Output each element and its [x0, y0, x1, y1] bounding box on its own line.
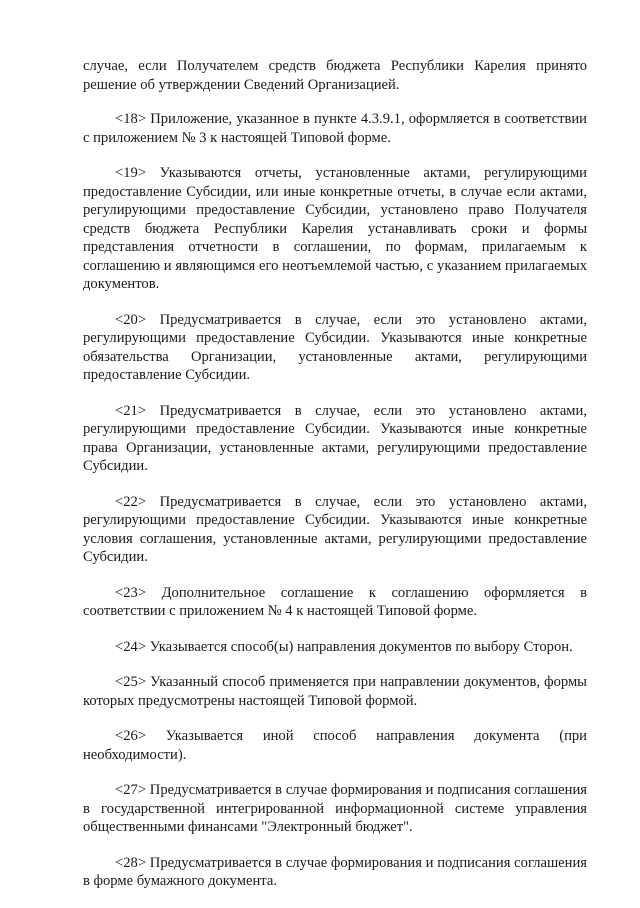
footnote-19: <19> Указываются отчеты, установленные актами, регулирующими предоставление Субсидии, или иные конкретные отчеты, в случае если актами, регулирующими предоставление Субсидии, установлено право Получателя средств бюджета Республики Карелия устанавливать сроки и формы представления отчетности в соглашении, по формам, прилагаемым к соглашению и являющимся его неотъемлемой частью, с указанием прилагаемых документов. — [83, 165, 587, 292]
footnote-22: <22> Предусматривается в случае, если это установлено актами, регулирующими предоставление Субсидии. Указываются иные конкретные условия соглашения, установленные актами, регулирующими предоставление Субсидии. — [83, 493, 587, 565]
paragraph-continuation: случае, если Получателем средств бюджета Республики Карелия принято решение об утверждении Сведений Организацией. — [83, 58, 587, 93]
footnote-24: <24> Указывается способ(ы) направления документов по выбору Сторон. — [115, 638, 573, 655]
footnote-18: <18> Приложение, указанное в пункте 4.3.9.1, оформляется в соответствии с приложением № 3 к настоящей Типовой форме. — [83, 111, 587, 146]
footnote-28: <28> Предусматривается в случае формирования и подписания соглашения в форме бумажного документа. — [83, 854, 587, 889]
footnote-21: <21> Предусматривается в случае, если это установлено актами, регулирующими предоставление Субсидии. Указываются иные конкретные права Организации, установленные актами, регулирующими предоставление Субсидии. — [83, 402, 587, 474]
document-body — [83, 57, 587, 908]
footnote-27: <27> Предусматривается в случае формирования и подписания соглашения в государственной интегрированной информационной системе управления общественными финансами "Электронный бюджет". — [83, 782, 587, 835]
footnote-25: <25> Указанный способ применяется при направлении документов, формы которых предусмотрены настоящей Типовой формой. — [83, 674, 587, 709]
footnote-20: <20> Предусматривается в случае, если это установлено актами, регулирующими предоставление Субсидии. Указываются иные конкретные обязательства Организации, установленные актами, регулирующими предоставление Субсидии. — [83, 311, 587, 383]
footnote-26: <26> Указывается иной способ направления документа (при необходимости). — [83, 728, 587, 763]
footnote-23: <23> Дополнительное соглашение к соглашению оформляется в соответствии с приложением № 4 к настоящей Типовой форме. — [83, 584, 587, 619]
